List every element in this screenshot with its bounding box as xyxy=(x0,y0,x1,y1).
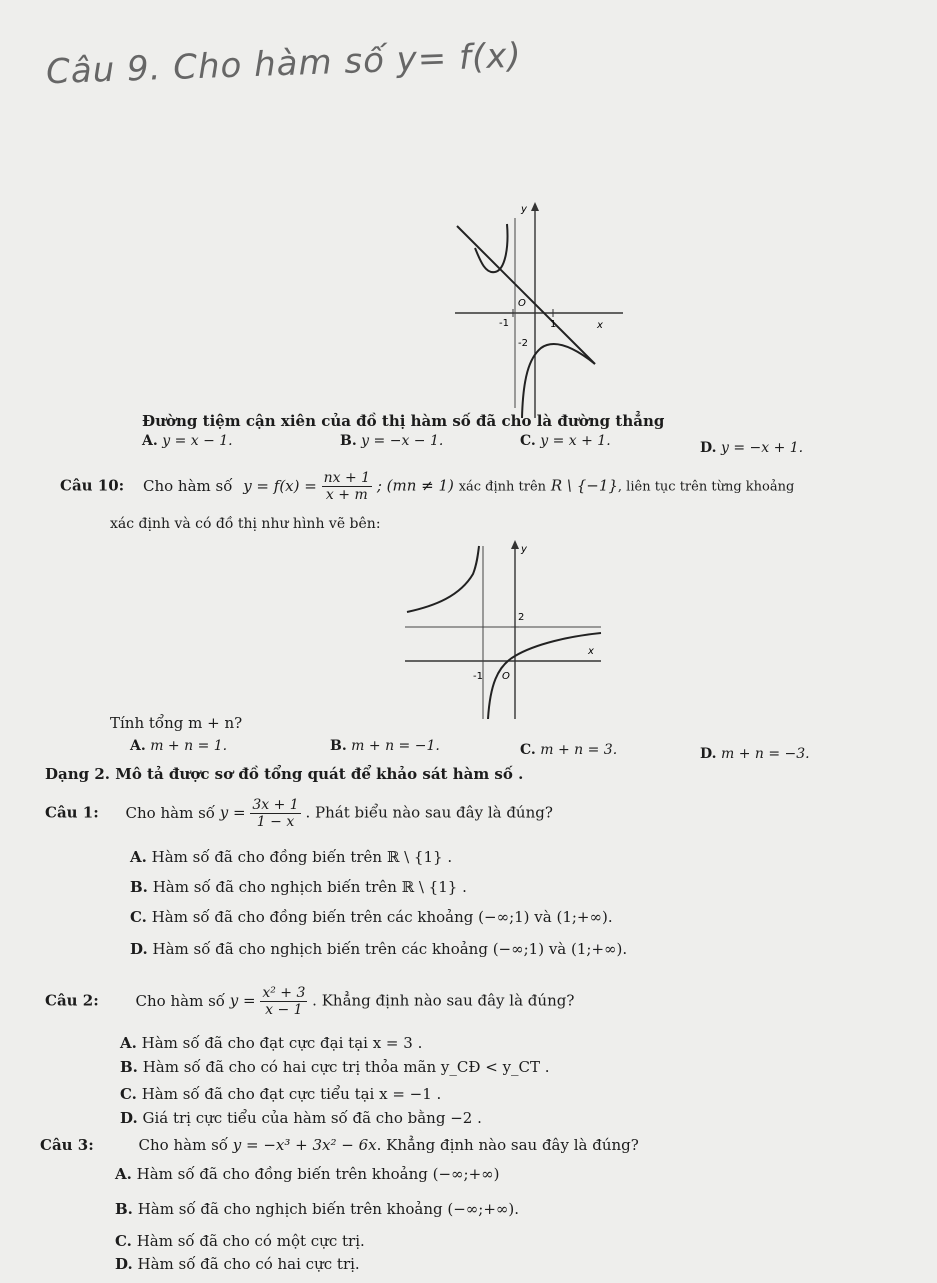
q10-option-d xyxy=(700,746,810,762)
c3-option-d-letter: D. xyxy=(115,1255,133,1273)
c1-label: Câu 1: xyxy=(45,803,99,822)
q10-domain-text: xác định trên xyxy=(458,479,547,495)
c1-frac-num: 3x + 1 xyxy=(252,797,299,813)
c2-frac-den: x − 1 xyxy=(265,1002,303,1018)
c2-option-c-text: Hàm số đã cho đạt cực tiểu tại x = −1 . xyxy=(141,1085,442,1103)
q9-option-c-letter: C. xyxy=(520,433,536,449)
c1-option-b-text: Hàm số đã cho nghịch biến trên ℝ \ {1} . xyxy=(152,878,467,896)
q9-label-neg1: -1 xyxy=(499,318,509,329)
q9-label-x: x xyxy=(597,320,603,331)
c3-intro: Cho hàm số xyxy=(138,1136,228,1154)
q10-fraction xyxy=(322,470,372,503)
c1-y-eq: y = xyxy=(219,803,246,822)
q9-label-one: 1 xyxy=(550,319,557,330)
c1-option-b xyxy=(130,878,467,896)
q10-frac-den: x + m xyxy=(325,487,368,503)
c3-option-a-text: Hàm số đã cho đồng biến trên khoảng (−∞;+∞) xyxy=(136,1165,500,1183)
q10-func-lhs: y = f(x) = xyxy=(243,476,317,495)
q10-option-b xyxy=(330,738,440,754)
c2-option-d-letter: D. xyxy=(120,1109,138,1127)
c2-frac-num: x² + 3 xyxy=(262,985,306,1001)
c2-option-a-text: Hàm số đã cho đạt cực đại tại x = 3 . xyxy=(141,1034,423,1052)
q10-label-y: y xyxy=(521,544,527,555)
c1-option-d-letter: D. xyxy=(130,940,148,958)
c2-option-c-letter: C. xyxy=(120,1085,137,1103)
c1-tail: . Phát biểu nào sau đây là đúng? xyxy=(305,803,553,822)
q10-option-c-letter: C. xyxy=(520,742,536,758)
c3-stem xyxy=(40,1136,639,1154)
c3-option-c-letter: C. xyxy=(115,1232,132,1250)
section-title: Dạng 2. Mô tả được sơ đồ tổng quát để khảo sát hàm số . xyxy=(45,765,524,783)
q10-option-c xyxy=(520,742,617,758)
q9-stem: Đường tiệm cận xiên của đồ thị hàm số đã cho là đường thẳng xyxy=(142,412,665,430)
q9-label-o: O xyxy=(518,298,526,309)
q9-option-a-letter: A. xyxy=(142,433,158,449)
c2-fraction xyxy=(260,985,307,1018)
c1-option-a-text: Hàm số đã cho đồng biến trên ℝ \ {1} . xyxy=(151,848,453,866)
q10-curve-left xyxy=(407,546,479,612)
q10-label-neg1: -1 xyxy=(473,671,483,682)
q9-option-c-text: y = x + 1. xyxy=(540,433,611,449)
q9-option-b-letter: B. xyxy=(340,433,357,449)
c1-option-d xyxy=(130,940,627,958)
c2-y-eq: y = xyxy=(229,991,256,1010)
c1-stem xyxy=(45,797,553,830)
c2-option-a xyxy=(120,1034,422,1052)
q9-option-d-text: y = −x + 1. xyxy=(720,440,804,456)
q9-label-neg2: -2 xyxy=(518,338,528,349)
c1-option-b-letter: B. xyxy=(130,878,148,896)
q10-y-arrow xyxy=(511,540,519,549)
q9-graph xyxy=(455,198,625,420)
c3-option-d xyxy=(115,1255,360,1273)
c2-option-b xyxy=(120,1058,550,1076)
c3-option-a-letter: A. xyxy=(115,1165,132,1183)
c3-option-b xyxy=(115,1200,519,1218)
q9-option-a xyxy=(142,433,233,449)
q9-option-a-text: y = x − 1. xyxy=(162,433,233,449)
c2-option-b-letter: B. xyxy=(120,1058,138,1076)
c1-option-c xyxy=(130,908,613,926)
q10-stem xyxy=(60,470,794,503)
q10-label-x: x xyxy=(588,646,594,657)
q10-intro: Cho hàm số xyxy=(142,476,233,495)
c1-frac-den: 1 − x xyxy=(256,814,295,830)
q10-label-two: 2 xyxy=(518,612,525,623)
c2-option-c xyxy=(120,1085,441,1103)
q10-line2: xác định và có đồ thị như hình vẽ bên: xyxy=(110,516,381,532)
q9-option-b xyxy=(340,433,443,449)
q9-option-d xyxy=(700,440,803,456)
q10-option-a xyxy=(130,738,227,754)
c1-fraction xyxy=(250,797,300,830)
q10-option-d-letter: D. xyxy=(700,746,717,762)
c3-tail: . Khẳng định nào sau đây là đúng? xyxy=(376,1136,639,1154)
c2-stem xyxy=(45,985,574,1018)
c1-option-c-text: Hàm số đã cho đồng biến trên các khoảng (−∞;1) và (1;+∞). xyxy=(151,908,613,926)
c2-option-a-letter: A. xyxy=(120,1034,137,1052)
c3-option-c xyxy=(115,1232,365,1250)
q10-graph xyxy=(405,536,605,721)
q10-domain-set: R \ {−1} xyxy=(550,476,618,495)
c3-option-c-text: Hàm số đã cho có một cực trị. xyxy=(136,1232,365,1250)
q10-option-a-text: m + n = 1. xyxy=(150,738,228,754)
q9-label-y: y xyxy=(521,204,527,215)
c2-label: Câu 2: xyxy=(45,991,99,1010)
c3-option-b-letter: B. xyxy=(115,1200,133,1218)
c1-option-a xyxy=(130,848,452,866)
handwritten-note: Câu 9. Cho hàm số y= f(x) xyxy=(45,35,523,93)
q10-option-c-text: m + n = 3. xyxy=(540,742,618,758)
c1-option-a-letter: A. xyxy=(130,848,147,866)
c3-func: y = −x³ + 3x² − 6x xyxy=(232,1136,377,1154)
c3-option-b-text: Hàm số đã cho nghịch biến trên khoảng (−∞;+∞). xyxy=(137,1200,520,1218)
q9-y-arrow xyxy=(531,202,539,211)
q10-frac-num: nx + 1 xyxy=(323,470,371,486)
c3-option-d-text: Hàm số đã cho có hai cực trị. xyxy=(137,1255,360,1273)
c2-option-d xyxy=(120,1109,482,1127)
q9-option-b-text: y = −x − 1. xyxy=(361,433,444,449)
q10-label-o: O xyxy=(502,671,510,682)
q10-condition: ; (mn ≠ 1) xyxy=(376,476,454,495)
q10-ask: Tính tổng m + n? xyxy=(110,714,243,732)
q10-tail: , liên tục trên từng khoảng xyxy=(617,479,795,495)
q10-option-b-letter: B. xyxy=(330,738,347,754)
q9-option-d-letter: D. xyxy=(700,440,717,456)
q10-option-a-letter: A. xyxy=(130,738,146,754)
q10-option-d-text: m + n = −3. xyxy=(720,746,810,762)
q9-curve-right xyxy=(522,344,595,418)
q9-option-c xyxy=(520,433,611,449)
c2-tail: . Khẳng định nào sau đây là đúng? xyxy=(312,991,575,1010)
c2-option-b-text: Hàm số đã cho có hai cực trị thỏa mãn y_CĐ < y_CT . xyxy=(142,1058,550,1076)
c3-option-a xyxy=(115,1165,500,1183)
c3-label: Câu 3: xyxy=(40,1136,94,1154)
c1-option-c-letter: C. xyxy=(130,908,147,926)
c2-option-d-text: Giá trị cực tiểu của hàm số đã cho bằng −2 . xyxy=(142,1109,482,1127)
q10-label: Câu 10: xyxy=(60,476,125,495)
c1-option-d-text: Hàm số đã cho nghịch biến trên các khoảng (−∞;1) và (1;+∞). xyxy=(152,940,628,958)
c1-intro: Cho hàm số xyxy=(125,803,215,822)
q10-option-b-text: m + n = −1. xyxy=(351,738,440,754)
c2-intro: Cho hàm số xyxy=(135,991,225,1010)
